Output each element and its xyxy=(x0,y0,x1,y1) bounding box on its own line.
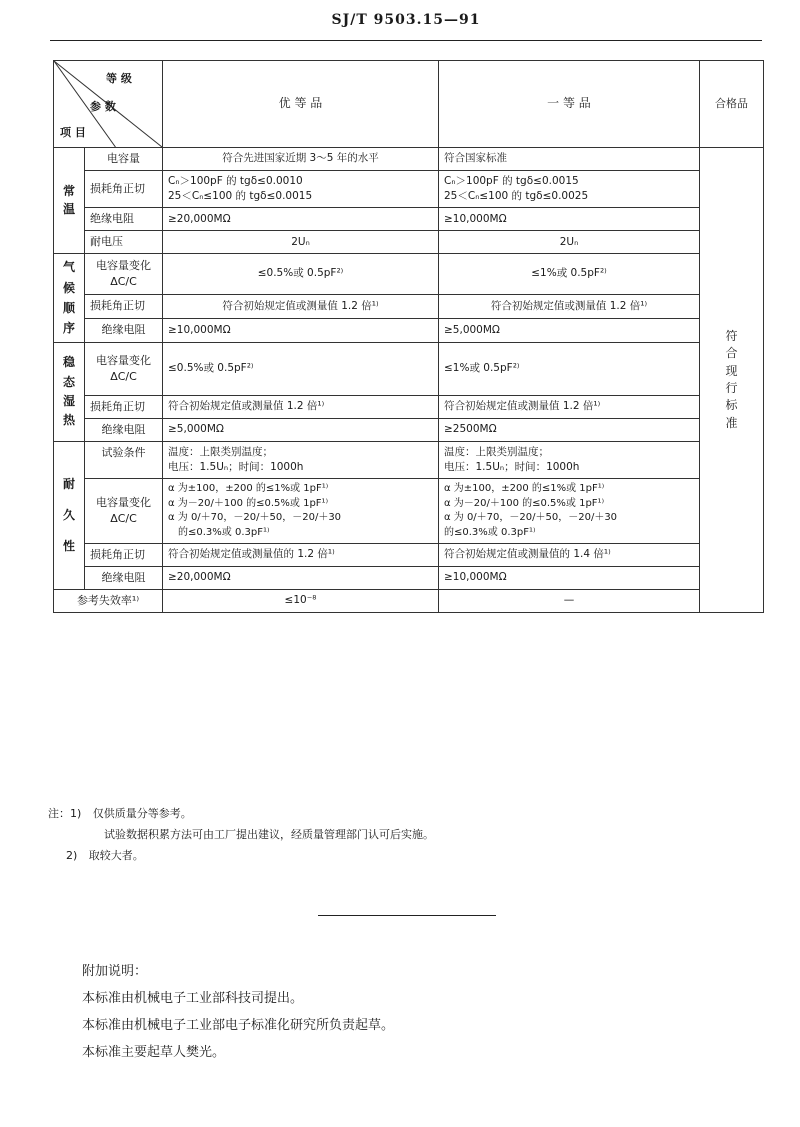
excellent-value: α 为±100，±200 的≤1%或 1pF¹⁾ α 为－20/＋100 的≤0.5%或 1pF¹⁾ α 为 0/＋70，－20/＋50，－20/＋30 的≤0.3%或 0.3pF¹⁾ xyxy=(163,479,439,544)
footnote-number: 2) xyxy=(66,849,78,862)
excellent-value: ≥5,000MΩ xyxy=(163,418,439,441)
additional-title: 附加说明： xyxy=(82,964,148,979)
param-name: 损耗角正切 xyxy=(85,294,163,318)
first-value: 2Uₙ xyxy=(439,231,700,254)
param-name: 绝缘电阻 xyxy=(85,567,163,590)
first-value: 符合初始规定值或测量值 1.2 倍¹⁾ xyxy=(439,294,700,318)
param-name: 绝缘电阻 xyxy=(85,318,163,342)
excellent-value: ≤0.5%或 0.5pF²⁾ xyxy=(163,254,439,295)
col-header-first: 一 等 品 xyxy=(439,61,700,148)
first-value: ≥2500MΩ xyxy=(439,418,700,441)
separator-rule xyxy=(318,915,496,916)
table-row xyxy=(54,294,764,318)
footnote-text: 试验数据积累方法可由工厂提出建议，经质量管理部门认可后实施。 xyxy=(104,828,434,841)
qualified-note: 符 合 现 行 标 准 xyxy=(700,148,764,613)
table-row xyxy=(54,395,764,418)
item-corner-label: 项 目 xyxy=(60,126,86,139)
diagonal-header-cell xyxy=(54,61,163,148)
excellent-value: ≥20,000MΩ xyxy=(163,208,439,231)
first-value: Cₙ＞100pF 的 tgδ≤0.0015 25＜Cₙ≤100 的 tgδ≤0.0025 xyxy=(439,170,700,207)
excellent-value: 符合初始规定值或测量值的 1.2 倍¹⁾ xyxy=(163,544,439,567)
table-row xyxy=(54,148,764,171)
additional-line: 本标准由机械电子工业部科技司提出。 xyxy=(82,991,304,1006)
footnote-1 xyxy=(48,803,748,824)
excellent-value: 符合先进国家近期 3～5 年的水平 xyxy=(163,148,439,171)
group-climate: 气 候 顺 序 xyxy=(54,254,85,343)
first-value: — xyxy=(439,590,700,613)
footnote-number: 1) xyxy=(70,807,82,820)
excellent-value: 2Uₙ xyxy=(163,231,439,254)
table-row xyxy=(54,231,764,254)
additional-line: 本标准主要起草人樊光。 xyxy=(82,1045,226,1060)
standard-number-header: SJ/T 9503.15—91 xyxy=(331,12,481,28)
header-rule xyxy=(50,40,762,41)
grade-corner-label: 等 级 xyxy=(106,72,132,85)
param-corner-label: 参 数 xyxy=(90,100,116,113)
table-row xyxy=(54,567,764,590)
footnote-2 xyxy=(48,845,748,866)
group-normal: 常 温 xyxy=(54,148,85,254)
col-header-excellent: 优 等 品 xyxy=(163,61,439,148)
table-row xyxy=(54,590,764,613)
table-row xyxy=(54,318,764,342)
group-damp-heat: 稳 态 湿 热 xyxy=(54,342,85,441)
param-name: 电容量变化 ΔC/C xyxy=(85,254,163,295)
grading-table xyxy=(53,60,764,613)
first-value: 符合初始规定值或测量值 1.2 倍¹⁾ xyxy=(439,395,700,418)
param-name: 电容量 xyxy=(85,148,163,171)
table-row xyxy=(54,544,764,567)
first-value: 符合初始规定值或测量值的 1.4 倍¹⁾ xyxy=(439,544,700,567)
additional-notes xyxy=(82,958,762,1066)
excellent-value: 温度：上限类别温度； 电压：1.5Uₙ；时间：1000h xyxy=(163,441,439,478)
notes-label: 注： xyxy=(48,807,70,820)
first-value: 符合国家标准 xyxy=(439,148,700,171)
additional-line: 本标准由机械电子工业部电子标准化研究所负责起草。 xyxy=(82,1018,395,1033)
excellent-value: ≥10,000MΩ xyxy=(163,318,439,342)
param-name: 损耗角正切 xyxy=(85,544,163,567)
param-name: 耐电压 xyxy=(85,231,163,254)
param-name: 损耗角正切 xyxy=(85,170,163,207)
first-value: ≤1%或 0.5pF²⁾ xyxy=(439,342,700,395)
footnotes xyxy=(48,803,748,866)
param-name: 损耗角正切 xyxy=(85,395,163,418)
col-header-qualified: 合格品 xyxy=(700,61,764,148)
param-name: 试验条件 xyxy=(85,441,163,478)
excellent-value: 符合初始规定值或测量值 1.2 倍¹⁾ xyxy=(163,294,439,318)
excellent-value: Cₙ＞100pF 的 tgδ≤0.0010 25＜Cₙ≤100 的 tgδ≤0.0015 xyxy=(163,170,439,207)
footnote-text: 取较大者。 xyxy=(88,849,144,862)
table-row xyxy=(54,342,764,395)
excellent-value: ≥20,000MΩ xyxy=(163,567,439,590)
param-name: 电容量变化 ΔC/C xyxy=(85,479,163,544)
first-value: ≥10,000MΩ xyxy=(439,208,700,231)
table-row xyxy=(54,208,764,231)
group-endurance: 耐 久 性 xyxy=(54,441,85,589)
excellent-value: 符合初始规定值或测量值 1.2 倍¹⁾ xyxy=(163,395,439,418)
first-value: ≥10,000MΩ xyxy=(439,567,700,590)
param-name: 绝缘电阻 xyxy=(85,418,163,441)
excellent-value: ≤0.5%或 0.5pF²⁾ xyxy=(163,342,439,395)
table-header-row xyxy=(54,61,764,148)
footnote-text: 仅供质量分等参考。 xyxy=(92,807,192,820)
table-row xyxy=(54,441,764,478)
first-value: α 为±100，±200 的≤1%或 1pF¹⁾ α 为－20/＋100 的≤0.5%或 1pF¹⁾ α 为 0/＋70，－20/＋50，－20/＋30 的≤0.3%或 0.3pF¹⁾ xyxy=(439,479,700,544)
table-row xyxy=(54,479,764,544)
table-row xyxy=(54,418,764,441)
table-row xyxy=(54,254,764,295)
param-name: 电容量变化 ΔC/C xyxy=(85,342,163,395)
param-name: 绝缘电阻 xyxy=(85,208,163,231)
excellent-value: ≤10⁻⁸ xyxy=(163,590,439,613)
first-value: 温度：上限类别温度； 电压：1.5Uₙ；时间：1000h xyxy=(439,441,700,478)
first-value: ≥5,000MΩ xyxy=(439,318,700,342)
table-row xyxy=(54,170,764,207)
failure-rate-label: 参考失效率¹⁾ xyxy=(54,590,163,613)
first-value: ≤1%或 0.5pF²⁾ xyxy=(439,254,700,295)
